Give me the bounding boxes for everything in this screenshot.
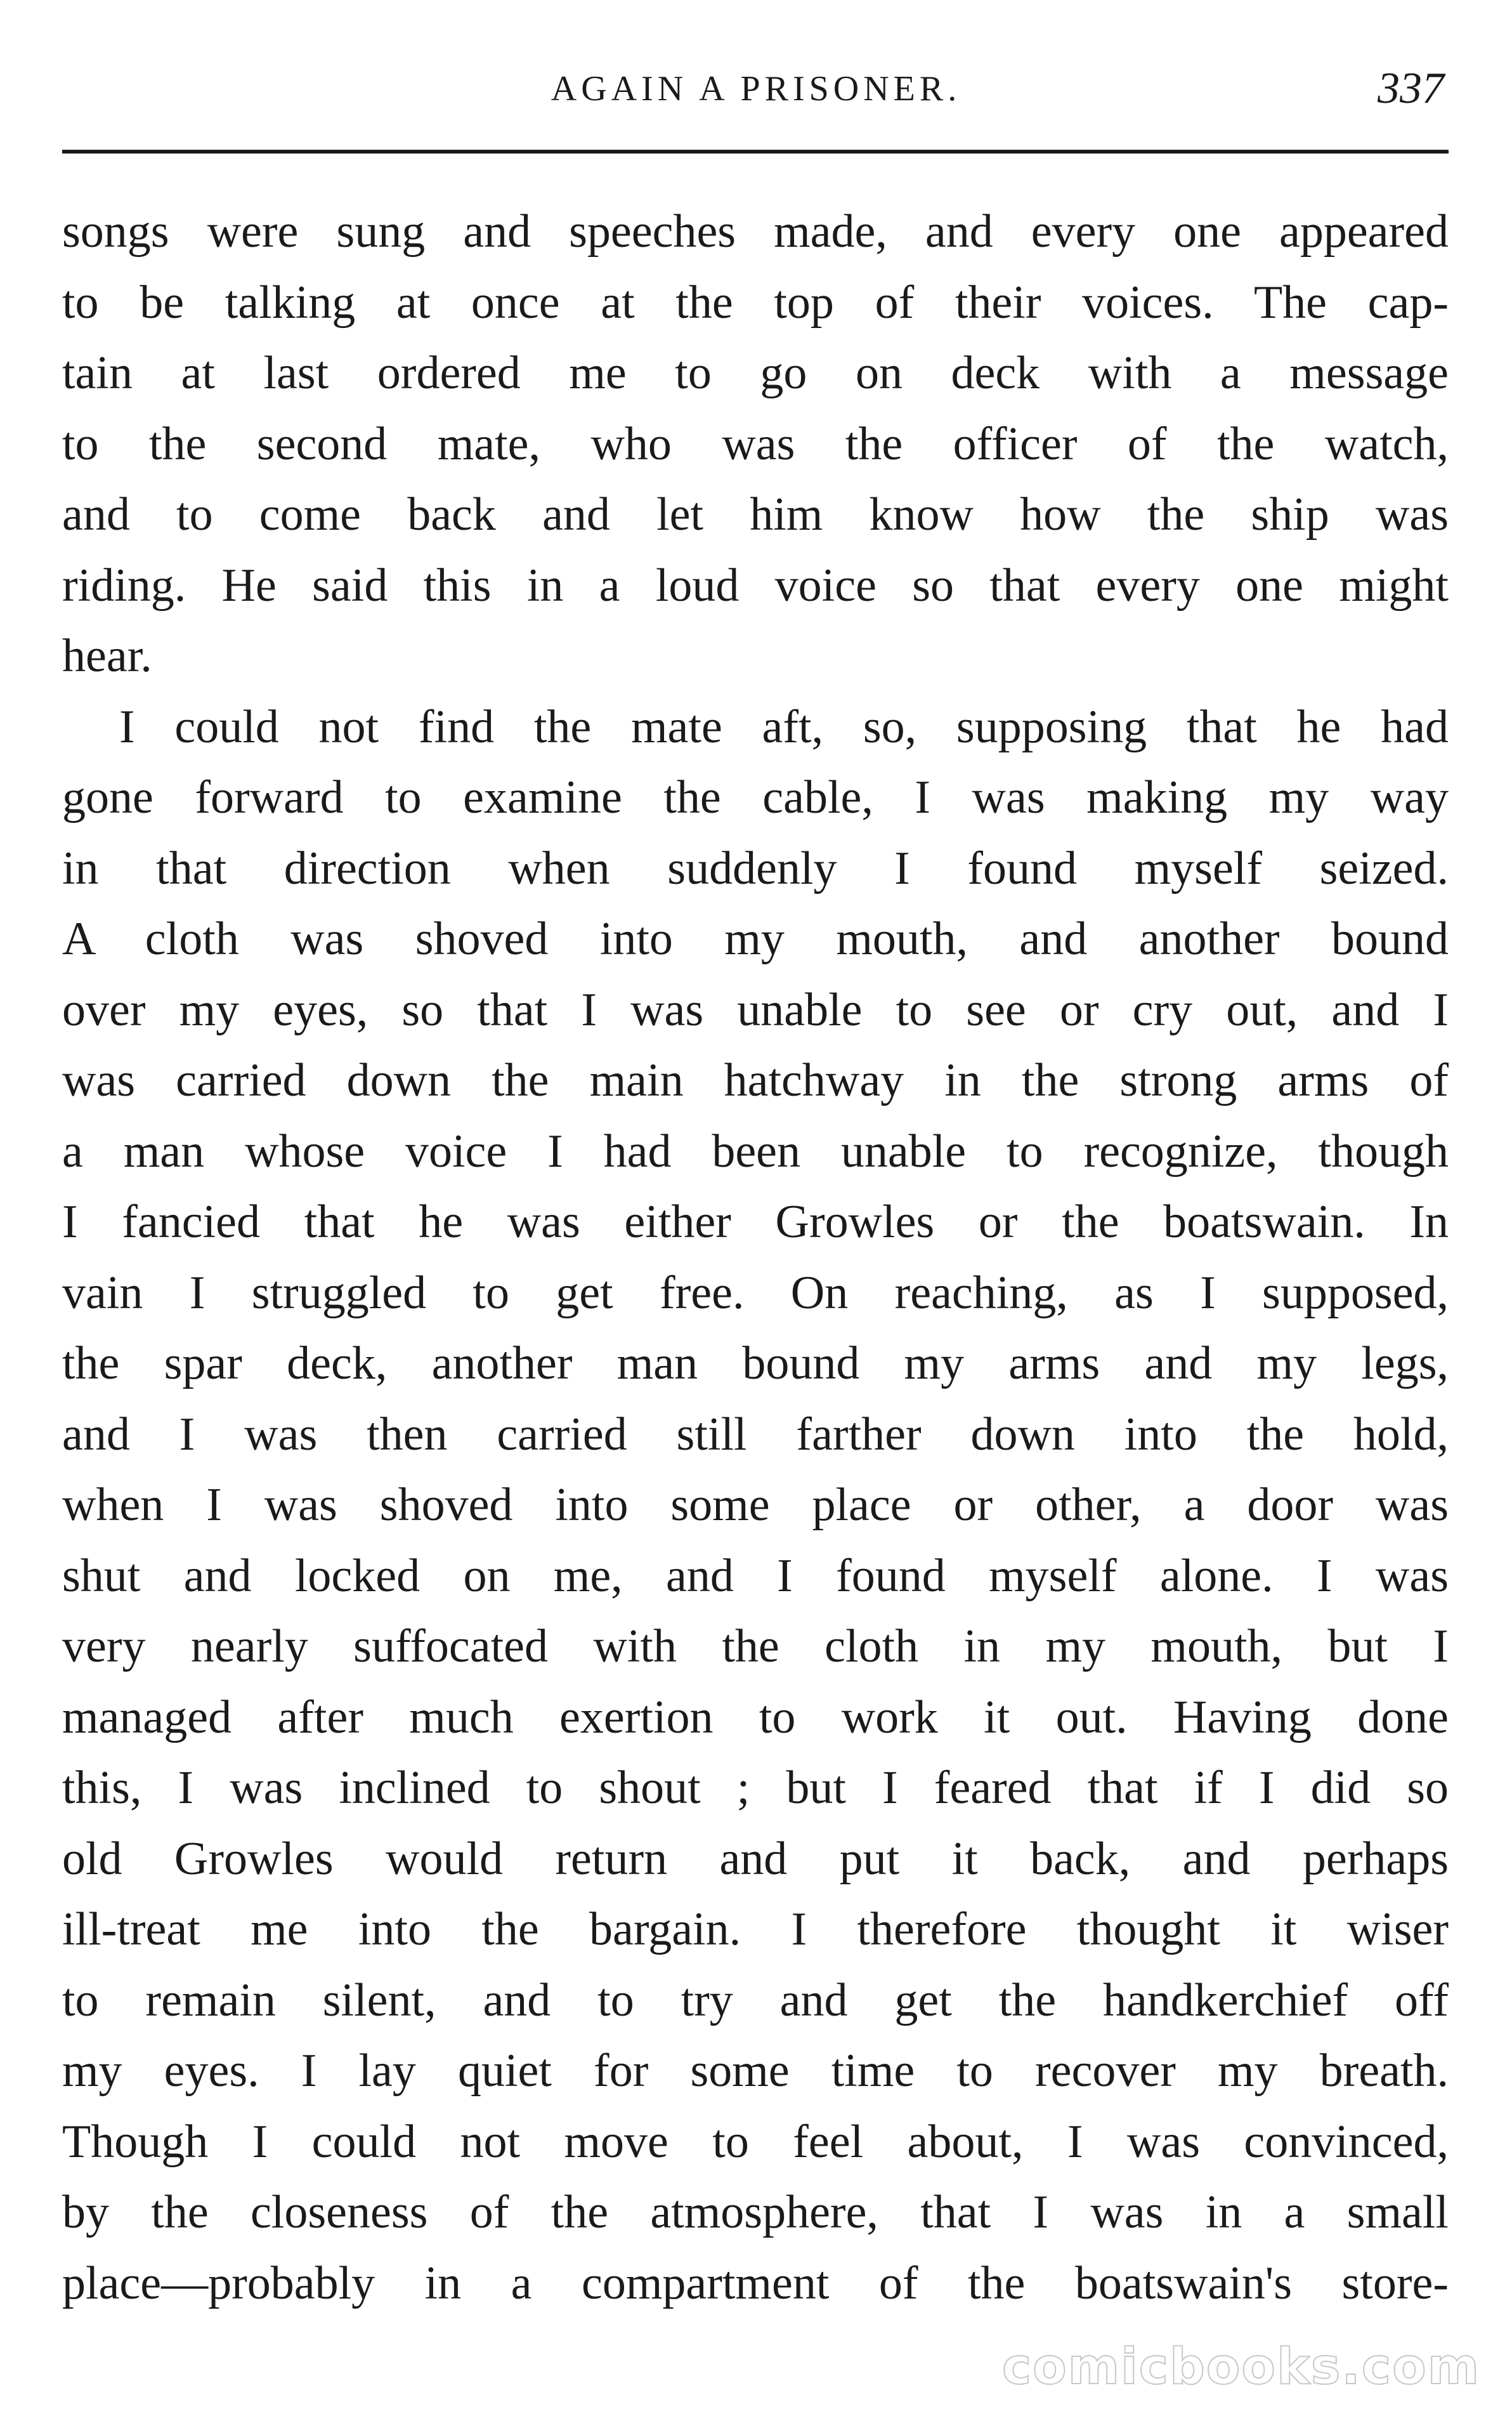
text-line: was carried down the main hatchway in the strong arms of <box>62 1054 1449 1106</box>
page-number: 337 <box>1378 64 1444 113</box>
running-title: AGAIN A PRISONER. <box>551 69 961 108</box>
text-line: and to come back and let him know how the ship was <box>62 489 1449 541</box>
text-line: in that direction when suddenly I found myself seized. <box>62 842 1449 895</box>
running-head <box>0 60 1512 117</box>
text-line: I fancied that he was either Growles or the boatswain. In <box>62 1196 1449 1248</box>
text-line: this, I was inclined to shout ; but I feared that if I did so <box>62 1762 1449 1814</box>
text-line: old Growles would return and put it back, and perhaps <box>62 1832 1449 1885</box>
text-line: the spar deck, another man bound my arms and my legs, <box>62 1337 1449 1389</box>
text-line: and I was then carried still farther down into the hold, <box>62 1408 1449 1460</box>
paragraph <box>62 197 1449 692</box>
text-line: to be talking at once at the top of their voices. The cap- <box>62 276 1449 329</box>
text-line: hear. <box>62 630 152 682</box>
text-line: A cloth was shoved into my mouth, and another bound <box>62 913 1449 965</box>
text-line: place—probably in a compartment of the boatswain's store- <box>62 2257 1449 2309</box>
text-line: riding. He said this in a loud voice so that every one might <box>62 559 1449 612</box>
paragraph <box>62 692 1449 2319</box>
watermark-logo: comicbooks.com <box>1001 2339 1480 2396</box>
text-line: I could not find the mate aft, so, supposing that he had <box>119 700 1449 753</box>
text-line: ill-treat me into the bargain. I therefore thought it wiser <box>62 1903 1449 1955</box>
body-text <box>62 197 1449 2319</box>
text-line: by the closeness of the atmosphere, that I was in a small <box>62 2186 1449 2238</box>
text-line: to remain silent, and to try and get the handkerchief off <box>62 1974 1449 2026</box>
text-line: shut and locked on me, and I found myself alone. I was <box>62 1549 1449 1602</box>
text-line: when I was shoved into some place or other, a door was <box>62 1479 1449 1531</box>
text-line: tain at last ordered me to go on deck with a message <box>62 347 1449 399</box>
header-rule <box>62 150 1449 154</box>
text-line: Though I could not move to feel about, I was convinced, <box>62 2115 1449 2168</box>
text-line: very nearly suffocated with the cloth in my mouth, but I <box>62 1620 1449 1672</box>
text-line: songs were sung and speeches made, and every one appeared <box>62 206 1449 258</box>
text-line: my eyes. I lay quiet for some time to recover my breath. <box>62 2045 1449 2097</box>
text-line: a man whose voice I had been unable to recognize, though <box>62 1125 1449 1178</box>
text-line: over my eyes, so that I was unable to see or cry out, and I <box>62 983 1449 1036</box>
text-line: to the second mate, who was the officer of the watch, <box>62 417 1449 470</box>
text-line: managed after much exertion to work it out. Having done <box>62 1691 1449 1743</box>
text-line: vain I struggled to get free. On reaching, as I supposed, <box>62 1266 1449 1319</box>
text-line: gone forward to examine the cable, I was making my way <box>62 771 1449 823</box>
